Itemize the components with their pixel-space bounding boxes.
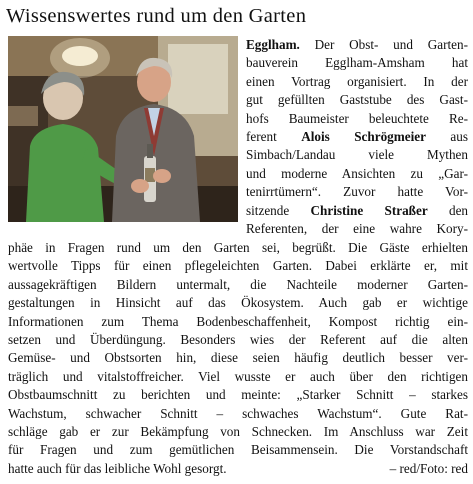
text-line: Egglham. Der Obst- und Garten- [246,37,468,52]
dateline: Egglham. [246,37,300,52]
text-line: hofs Baumeister beleuchtete Re- [246,110,468,126]
last-line-with-credit [8,460,468,478]
text-line: und moderne Ansichten zu „Gar- [246,165,468,181]
text-line: gut gefüllten Gaststube des Gast- [246,92,468,108]
article-body-right-column [246,36,468,238]
article-body-full-width [8,239,468,478]
text-line: Simbach/Landau viele Mythen [246,147,468,163]
text-line: phäe in Fragen rund um den Garten sei, begrüßt. Die Gäste erhielten [8,240,468,255]
text-line: Wachstum, schwacher Schnitt – schwaches Wachstum“. Gute Rat- [8,405,468,421]
text-line: schläge gab er zur Bekämpfung von Schnecken. Im Anschluss war Zeit [8,424,468,440]
chair-name: Christine Straßer [310,202,428,218]
article-title: Wissenswertes rund um den Garten [6,5,307,27]
text-line: aussagekräftigen Bildern untermalt, die Nachteile moderner Garten- [8,276,468,292]
text-line: wertvolle Tipps für einen pflegeleichten Garten. Dabei erklärte er, mit [8,258,468,274]
text-line: sitzende Christine Straßer den [246,202,469,218]
text-line: Obstbaumschnitt zu berichten und meinte: „Starker Schnitt – starkes [8,387,468,403]
text-line: einen Vortrag organisiert. In der [246,73,468,89]
text-line: träglich und vitalstoffreicher. Viel wusste er auch über den richtigen [8,368,468,384]
text-line: bauverein Egglham-Amsham hat [246,55,468,71]
text-line: tenirrtümern“. Zuvor hatte Vor- [246,184,468,200]
text-line: gestaltungen in Hinsicht auf das Ökosystem. Auch gab er wichtige [8,295,468,311]
text-line: Referenten, der eine wahre Kory- [246,221,468,237]
text-line: für Fragen und zum gemütlichen Beisammensein. Die Vorstandschaft [8,442,468,458]
text-line: Informationen zum Thema Bodenbeschaffenheit, Kompost richtig ein- [8,313,468,329]
photo-credit: – red/Foto: red [389,460,468,476]
text-line: setzen und Überdüngung. Besonders wies der Referent auf die alten [8,332,468,348]
text-line: ferent Alois Schrögmeier aus [246,129,468,145]
article-photo [8,36,238,222]
speaker-name: Alois Schrögmeier [301,129,426,145]
text-line: Gemüse- und Obstsorten hin, diese seien häufig deutlich besser ver- [8,350,468,366]
photo-image [8,36,238,222]
text-line: hatte auch für das leibliche Wohl gesorgt. [8,460,227,476]
